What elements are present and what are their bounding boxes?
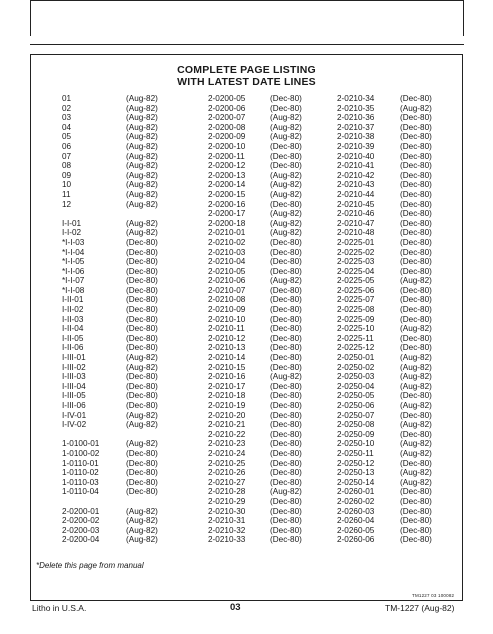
page-code: 2-0210-42 xyxy=(337,170,375,180)
page-code: 2-0210-04 xyxy=(208,257,246,267)
date-line: (Dec-80) xyxy=(270,401,302,410)
date-line: (Aug-82) xyxy=(126,353,158,363)
date-line: (Dec-80) xyxy=(126,247,158,257)
date-line: (Aug-82) xyxy=(400,381,432,391)
page-code: 10 xyxy=(62,180,72,190)
page-code: 2-0210-12 xyxy=(208,333,246,343)
date-line: (Dec-80) xyxy=(400,391,432,401)
date-line: (Dec-80) xyxy=(270,410,302,420)
date-line: (Dec-80) xyxy=(400,429,432,439)
date-line: (Dec-80) xyxy=(270,295,302,305)
page-code: 2-0210-27 xyxy=(208,477,246,487)
page-code: 2-0210-23 xyxy=(208,439,246,449)
page-code: 2-0250-14 xyxy=(337,477,375,487)
page-code: 2-0210-02 xyxy=(208,237,246,247)
date-line: (Dec-80) xyxy=(126,305,158,315)
page-code: 2-0210-39 xyxy=(337,141,375,151)
footnote: *Delete this page from manual xyxy=(36,561,144,570)
page-code: 2-0210-46 xyxy=(337,209,375,219)
date-line: (Dec-80) xyxy=(270,314,302,324)
date-line: (Dec-80) xyxy=(400,94,432,103)
date-line: (Dec-80) xyxy=(400,132,432,142)
date-line: (Dec-80) xyxy=(400,228,432,238)
date-line: (Dec-80) xyxy=(270,525,302,535)
page-title-line-2: WITH LATEST DATE LINES xyxy=(177,76,316,88)
page-code: 2-0200-18 xyxy=(208,218,246,228)
date-line: (Aug-82) xyxy=(126,141,158,151)
page-code: I-II-02 xyxy=(62,305,84,315)
page-code: I-II-01 xyxy=(62,295,84,305)
date-line: (Dec-80) xyxy=(400,199,432,209)
page-code: 2-0210-11 xyxy=(208,324,245,334)
page-code: I-IV-01 xyxy=(62,410,87,420)
date-line: (Dec-80) xyxy=(126,401,158,410)
page-code: 2-0210-13 xyxy=(208,343,246,353)
date-line: (Aug-82) xyxy=(400,103,432,113)
date-line: (Dec-80) xyxy=(270,305,302,315)
date-line: (Aug-82) xyxy=(270,372,302,382)
left-rule xyxy=(30,0,31,36)
page-code: 2-0200-05 xyxy=(208,94,246,103)
page-code: 07 xyxy=(62,151,72,161)
date-line: (Aug-82) xyxy=(126,420,158,430)
top-rule xyxy=(30,0,464,1)
page-code: 2-0225-03 xyxy=(337,257,375,267)
date-line: (Aug-82) xyxy=(400,353,432,363)
page-code: 06 xyxy=(62,141,72,151)
page-code: 04 xyxy=(62,122,72,132)
date-line: (Dec-80) xyxy=(270,420,302,430)
page-code: 2-0210-37 xyxy=(337,122,375,132)
page-code: *I-I-05 xyxy=(62,257,85,267)
date-line: (Aug-82) xyxy=(400,276,432,286)
date-line: (Dec-80) xyxy=(400,285,432,295)
page-code: I-III-02 xyxy=(62,362,86,372)
page-code: 2-0210-36 xyxy=(337,113,375,123)
date-line: (Dec-80) xyxy=(400,525,432,535)
date-line: (Dec-80) xyxy=(270,391,302,401)
page-code: 2-0200-17 xyxy=(208,209,246,219)
date-line: (Aug-82) xyxy=(126,218,158,228)
page-code: 2-0225-07 xyxy=(337,295,375,305)
date-line: (Dec-80) xyxy=(270,333,302,343)
page-number: 03 xyxy=(230,602,241,613)
date-line: (Dec-80) xyxy=(400,496,432,506)
date-line: (Dec-80) xyxy=(400,151,432,161)
page-code: 2-0210-05 xyxy=(208,266,246,276)
date-line: (Aug-82) xyxy=(400,477,432,487)
date-line: (Dec-80) xyxy=(126,391,158,401)
date-line: (Dec-80) xyxy=(270,199,302,209)
date-line: (Aug-82) xyxy=(126,132,158,142)
date-line: (Dec-80) xyxy=(400,305,432,315)
date-line: (Dec-80) xyxy=(270,381,302,391)
date-line: (Dec-80) xyxy=(126,295,158,305)
date-line: (Dec-80) xyxy=(400,458,432,468)
page-code: I-II-04 xyxy=(62,324,84,334)
page-code: 2-0210-41 xyxy=(337,161,375,171)
page-code: 2-0210-47 xyxy=(337,218,375,228)
page-code: 2-0210-43 xyxy=(337,180,375,190)
date-line: (Aug-82) xyxy=(400,401,432,410)
page-code: 2-0250-07 xyxy=(337,410,375,420)
page-code: 2-0210-33 xyxy=(208,535,246,545)
date-line: (Dec-80) xyxy=(400,237,432,247)
date-line: (Aug-82) xyxy=(126,199,158,209)
date-line: (Aug-82) xyxy=(126,516,158,526)
date-line: (Dec-80) xyxy=(126,448,158,458)
page-code: 2-0210-45 xyxy=(337,199,375,209)
page-code: 2-0225-02 xyxy=(337,247,375,257)
page-code: I-IV-02 xyxy=(62,420,87,430)
date-line: (Dec-80) xyxy=(270,161,302,171)
page-code: 2-0210-22 xyxy=(208,429,246,439)
date-line: (Dec-80) xyxy=(400,410,432,420)
date-line: (Dec-80) xyxy=(270,468,302,478)
page-code: 2-0200-07 xyxy=(208,113,246,123)
page-code: 02 xyxy=(62,103,72,113)
page-code: 2-0210-25 xyxy=(208,458,246,468)
date-line: (Dec-80) xyxy=(400,247,432,257)
date-line: (Aug-82) xyxy=(400,372,432,382)
page-code: 2-0260-04 xyxy=(337,516,375,526)
date-line: (Dec-80) xyxy=(270,257,302,267)
date-line: (Aug-82) xyxy=(126,410,158,420)
page-code: 2-0210-26 xyxy=(208,468,246,478)
page-code: *I-I-07 xyxy=(62,276,85,286)
page-code: 2-0210-07 xyxy=(208,285,246,295)
page-code: 2-0200-16 xyxy=(208,199,246,209)
page-code: 2-0250-12 xyxy=(337,458,375,468)
date-line: (Aug-82) xyxy=(400,362,432,372)
date-line: (Aug-82) xyxy=(126,113,158,123)
page-code: 2-0250-03 xyxy=(337,372,375,382)
date-line: (Dec-80) xyxy=(400,180,432,190)
page-code: 2-0260-06 xyxy=(337,535,375,545)
date-line: (Dec-80) xyxy=(270,429,302,439)
date-line: (Dec-80) xyxy=(400,189,432,199)
page-code: 2-0210-19 xyxy=(208,401,246,410)
date-line: (Dec-80) xyxy=(400,333,432,343)
date-line: (Dec-80) xyxy=(400,170,432,180)
date-line: (Dec-80) xyxy=(270,285,302,295)
date-line: (Dec-80) xyxy=(126,266,158,276)
date-line: (Dec-80) xyxy=(400,209,432,219)
date-line: (Aug-82) xyxy=(400,420,432,430)
date-line: (Dec-80) xyxy=(270,496,302,506)
date-line: (Aug-82) xyxy=(270,180,302,190)
date-line: (Dec-80) xyxy=(126,324,158,334)
date-line: (Dec-80) xyxy=(270,94,302,103)
date-line: (Aug-82) xyxy=(270,170,302,180)
date-line: (Aug-82) xyxy=(126,94,158,103)
page-code: 1-0110-02 xyxy=(62,468,99,478)
page-code: 2-0210-16 xyxy=(208,372,246,382)
page-code: 2-0200-01 xyxy=(62,506,100,516)
date-line: (Dec-80) xyxy=(126,314,158,324)
date-line: (Aug-82) xyxy=(126,103,158,113)
date-line: (Aug-82) xyxy=(270,122,302,132)
date-line: (Aug-82) xyxy=(400,439,432,449)
page-code: I-III-06 xyxy=(62,401,86,410)
date-line: (Dec-80) xyxy=(126,372,158,382)
date-line: (Aug-82) xyxy=(400,468,432,478)
date-line: (Dec-80) xyxy=(400,487,432,497)
page-code: 2-0210-32 xyxy=(208,525,246,535)
page-code: 2-0210-15 xyxy=(208,362,246,372)
date-line: (Dec-80) xyxy=(400,122,432,132)
page-code: 2-0210-01 xyxy=(208,228,246,238)
page-code: 2-0225-06 xyxy=(337,285,375,295)
page-code: 2-0250-11 xyxy=(337,448,374,458)
page-code: 2-0210-31 xyxy=(208,516,246,526)
page-code: 2-0200-06 xyxy=(208,103,246,113)
page-code: I-II-06 xyxy=(62,343,84,353)
page-code: 2-0200-13 xyxy=(208,170,246,180)
page-code: 12 xyxy=(62,199,72,209)
page-code: 2-0225-09 xyxy=(337,314,375,324)
date-line: (Dec-80) xyxy=(400,257,432,267)
page-code: *I-I-06 xyxy=(62,266,85,276)
date-line: (Dec-80) xyxy=(270,516,302,526)
page-code: 05 xyxy=(62,132,72,142)
page-code: 2-0200-02 xyxy=(62,516,100,526)
page-code: 03 xyxy=(62,113,72,123)
page-title-line-1: COMPLETE PAGE LISTING xyxy=(177,64,316,76)
date-line: (Aug-82) xyxy=(126,362,158,372)
page-code: 2-0225-12 xyxy=(337,343,375,353)
date-line: (Dec-80) xyxy=(400,506,432,516)
page-code: 2-0260-03 xyxy=(337,506,375,516)
page-code: 1-0100-01 xyxy=(62,439,100,449)
page-code: 2-0225-05 xyxy=(337,276,375,286)
page-code: 08 xyxy=(62,161,72,171)
date-line: (Dec-80) xyxy=(270,439,302,449)
date-line: (Aug-82) xyxy=(126,161,158,171)
page-code: 2-0250-10 xyxy=(337,439,375,449)
page-code: 2-0210-14 xyxy=(208,353,246,363)
date-line: (Aug-82) xyxy=(270,228,302,238)
date-line: (Dec-80) xyxy=(400,113,432,123)
page-code: 2-0200-11 xyxy=(208,151,245,161)
date-line: (Dec-80) xyxy=(270,324,302,334)
page-code: 2-0210-09 xyxy=(208,305,246,315)
date-line: (Dec-80) xyxy=(126,237,158,247)
date-line: (Dec-80) xyxy=(400,516,432,526)
date-line: (Aug-82) xyxy=(126,525,158,535)
date-line: (Aug-82) xyxy=(270,487,302,497)
date-line: (Aug-82) xyxy=(126,228,158,238)
page-code: 2-0225-10 xyxy=(337,324,375,334)
page-code: I-II-05 xyxy=(62,333,84,343)
page-code: 2-0210-34 xyxy=(337,94,375,103)
date-line: (Aug-82) xyxy=(126,189,158,199)
date-line: (Dec-80) xyxy=(270,458,302,468)
page-code: 2-0210-06 xyxy=(208,276,246,286)
footer-manual-id: TM-1227 (Aug-82) xyxy=(385,603,455,613)
page-code: 2-0200-12 xyxy=(208,161,246,171)
page-code: 2-0210-20 xyxy=(208,410,246,420)
date-line: (Dec-80) xyxy=(270,535,302,545)
page-code: 2-0200-08 xyxy=(208,122,246,132)
date-line: (Dec-80) xyxy=(270,353,302,363)
page-code: I-III-01 xyxy=(62,353,86,363)
date-line: (Dec-80) xyxy=(126,257,158,267)
page-code: 2-0200-03 xyxy=(62,525,100,535)
page-code: 2-0250-02 xyxy=(337,362,375,372)
page-code: 01 xyxy=(62,94,72,103)
page-code: 1-0110-03 xyxy=(62,477,99,487)
page-code: 2-0260-02 xyxy=(337,496,375,506)
date-line: (Dec-80) xyxy=(126,477,158,487)
date-line: (Dec-80) xyxy=(270,266,302,276)
page-code: 2-0210-08 xyxy=(208,295,246,305)
page-code: 2-0250-06 xyxy=(337,401,375,410)
page-code: 2-0250-13 xyxy=(337,468,375,478)
date-line: (Dec-80) xyxy=(270,477,302,487)
page-code: 2-0210-38 xyxy=(337,132,375,142)
page-code: 1-0110-01 xyxy=(62,458,99,468)
page-code: 2-0210-28 xyxy=(208,487,246,497)
page-code: 2-0250-08 xyxy=(337,420,375,430)
date-line: (Aug-82) xyxy=(126,122,158,132)
page-code: 2-0200-10 xyxy=(208,141,246,151)
date-line: (Dec-80) xyxy=(400,343,432,353)
page-code: 2-0200-09 xyxy=(208,132,246,142)
page-code: 2-0210-35 xyxy=(337,103,375,113)
page-code: 2-0210-24 xyxy=(208,448,246,458)
date-line: (Aug-82) xyxy=(270,218,302,228)
date-line: (Dec-80) xyxy=(126,381,158,391)
page-code: *I-I-03 xyxy=(62,237,85,247)
date-line: (Aug-82) xyxy=(126,439,158,449)
page-code: 2-0200-04 xyxy=(62,535,100,545)
page-code: 2-0250-09 xyxy=(337,429,375,439)
page-code: 2-0250-05 xyxy=(337,391,375,401)
page-code: 2-0210-03 xyxy=(208,247,246,257)
date-line: (Aug-82) xyxy=(270,209,302,219)
date-line: (Dec-80) xyxy=(270,506,302,516)
date-line: (Dec-80) xyxy=(126,333,158,343)
date-line: (Dec-80) xyxy=(400,218,432,228)
page-code: 2-0210-21 xyxy=(208,420,246,430)
page-code: I-III-04 xyxy=(62,381,86,391)
date-line: (Aug-82) xyxy=(126,180,158,190)
date-line: (Dec-80) xyxy=(400,161,432,171)
date-line: (Aug-82) xyxy=(126,151,158,161)
date-line: (Dec-80) xyxy=(126,343,158,353)
date-line: (Aug-82) xyxy=(126,535,158,545)
date-line: (Aug-82) xyxy=(400,324,432,334)
page-code: 1-0110-04 xyxy=(62,487,99,497)
page-code: 2-0250-04 xyxy=(337,381,375,391)
page-code: 09 xyxy=(62,170,72,180)
page-code: 1-0100-02 xyxy=(62,448,100,458)
page-code: 2-0210-40 xyxy=(337,151,375,161)
page-code: 2-0250-01 xyxy=(337,353,375,363)
date-line: (Dec-80) xyxy=(270,343,302,353)
page-code: 2-0210-30 xyxy=(208,506,246,516)
document-code: TM1227 03 100082 xyxy=(412,593,455,598)
date-line: (Aug-82) xyxy=(270,276,302,286)
date-line: (Dec-80) xyxy=(270,247,302,257)
page-code: 2-0225-04 xyxy=(337,266,375,276)
page-code: I-III-05 xyxy=(62,391,86,401)
date-line: (Dec-80) xyxy=(126,458,158,468)
page-code: 2-0260-01 xyxy=(337,487,375,497)
date-line: (Aug-82) xyxy=(126,506,158,516)
right-rule xyxy=(463,0,464,36)
page-code: *I-I-08 xyxy=(62,285,85,295)
date-line: (Dec-80) xyxy=(270,103,302,113)
page-code: 11 xyxy=(62,189,71,199)
date-line: (Dec-80) xyxy=(126,285,158,295)
separator-rule xyxy=(30,44,464,45)
page-code: I-III-03 xyxy=(62,372,86,382)
date-line: (Dec-80) xyxy=(270,448,302,458)
date-line: (Dec-80) xyxy=(270,151,302,161)
date-line: (Aug-82) xyxy=(126,170,158,180)
date-line: (Aug-82) xyxy=(270,113,302,123)
date-line: (Aug-82) xyxy=(270,132,302,142)
page-code: 2-0210-29 xyxy=(208,496,246,506)
date-line: (Dec-80) xyxy=(400,535,432,545)
date-line: (Aug-82) xyxy=(400,448,432,458)
date-line: (Dec-80) xyxy=(400,295,432,305)
page-code: 2-0210-18 xyxy=(208,391,246,401)
page-code: 2-0210-48 xyxy=(337,228,375,238)
page-code: I-II-03 xyxy=(62,314,84,324)
page-code: 2-0210-44 xyxy=(337,189,375,199)
date-line: (Dec-80) xyxy=(270,362,302,372)
date-line: (Dec-80) xyxy=(126,468,158,478)
page-code: 2-0225-08 xyxy=(337,305,375,315)
date-line: (Dec-80) xyxy=(400,141,432,151)
date-line: (Aug-82) xyxy=(270,189,302,199)
date-line: (Dec-80) xyxy=(270,141,302,151)
page-code: 2-0210-17 xyxy=(208,381,246,391)
page-code: I-I-01 xyxy=(62,218,82,228)
date-line: (Dec-80) xyxy=(400,266,432,276)
date-line: (Dec-80) xyxy=(270,237,302,247)
page-code: I-I-02 xyxy=(62,228,82,238)
page-code: 2-0225-01 xyxy=(337,237,375,247)
footer-printer-note: Litho in U.S.A. xyxy=(32,603,87,613)
page-code: *I-I-04 xyxy=(62,247,85,257)
date-line: (Dec-80) xyxy=(126,487,158,497)
date-line: (Dec-80) xyxy=(126,276,158,286)
date-line: (Dec-80) xyxy=(400,314,432,324)
page-code: 2-0260-05 xyxy=(337,525,375,535)
page-code: 2-0210-10 xyxy=(208,314,246,324)
page-code: 2-0225-11 xyxy=(337,333,374,343)
page-code: 2-0200-15 xyxy=(208,189,246,199)
page-code: 2-0200-14 xyxy=(208,180,246,190)
